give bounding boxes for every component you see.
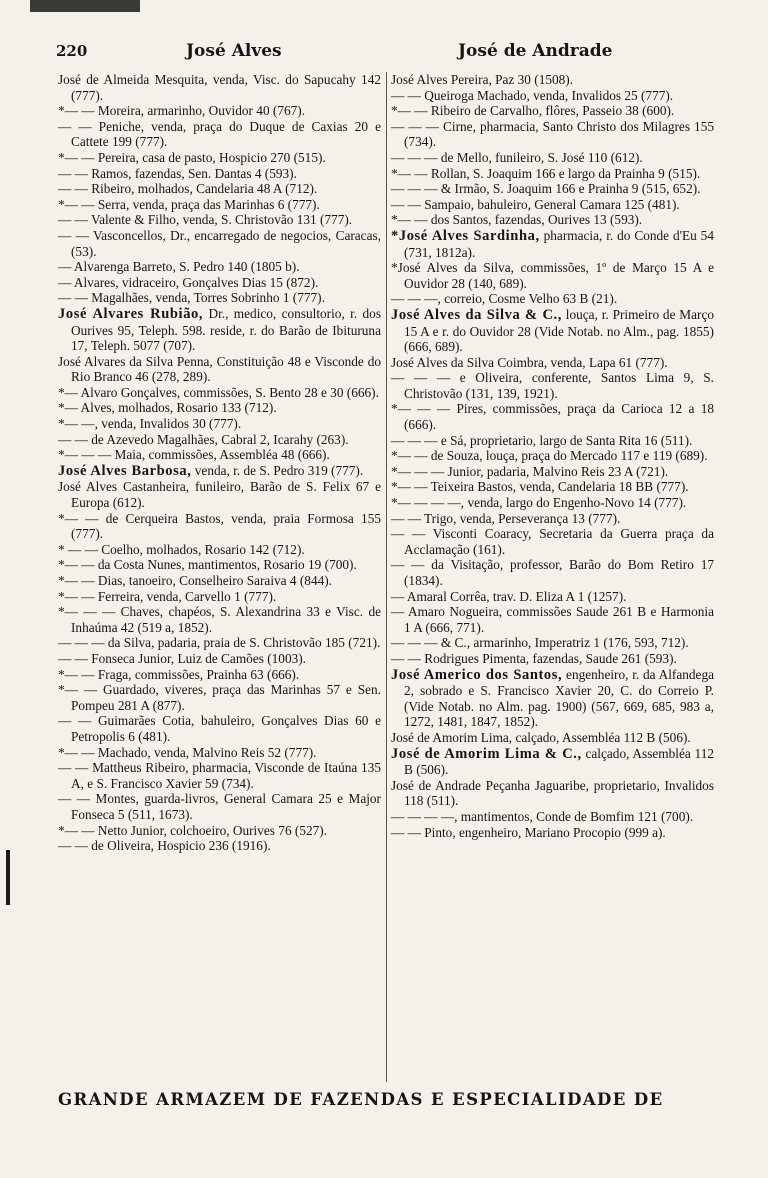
directory-entry: [58, 354, 381, 385]
page-header: [0, 40, 768, 64]
entry-name: José Alves da Silva & C.,: [391, 306, 562, 323]
directory-entry: [58, 682, 381, 713]
directory-entry: [391, 825, 714, 841]
entry-text: — — — & C., armarinho, Imperatriz 1 (176, 593, 712).: [391, 635, 689, 651]
entry-text: José Alves Pereira, Paz 30 (1508).: [391, 72, 574, 87]
directory-entry: [391, 260, 714, 291]
directory-entry: [391, 557, 714, 588]
entry-text: *José Alves da Silva, commissões, 1º de Março 15 A e Ouvidor 28 (140, 689).: [391, 260, 714, 291]
directory-entry: [391, 495, 714, 511]
entry-text: *— — Serra, venda, praça das Marinhas 6 (777).: [58, 196, 320, 212]
entry-text: *— — Rollan, S. Joaquim 166 e largo da Prainha 9 (515).: [391, 165, 701, 181]
entry-text: — — de Oliveira, Hospicio 236 (1916).: [58, 838, 271, 854]
entry-text: — — — e Oliveira, conferente, Santos Lima 9, S. Christovão (131, 139, 1921).: [391, 370, 714, 401]
directory-entry: [391, 150, 714, 166]
directory-entry: [58, 463, 381, 480]
entry-text: — Amaro Nogueira, commissões Saude 261 B e Harmonia 1 A (666, 771).: [391, 604, 714, 635]
right-running-head: José de Andrade: [458, 41, 613, 61]
entry-text: — — Guimarães Cotia, bahuleiro, Gonçalves Dias 60 e Petropolis 6 (481).: [58, 713, 381, 744]
directory-entry: [58, 791, 381, 822]
scan-artifact-top-left: [30, 0, 140, 12]
directory-entry: [391, 88, 714, 104]
directory-entry: [391, 433, 714, 449]
entry-text: — — Valente & Filho, venda, S. Christovão 131 (777).: [58, 212, 353, 228]
directory-entry: [58, 119, 381, 150]
directory-entry: [391, 197, 714, 213]
entry-text: *— — dos Santos, fazendas, Ourives 13 (593).: [391, 212, 643, 228]
entry-text: *— Alves, molhados, Rosario 133 (712).: [58, 400, 277, 416]
entry-text: *— — Dias, tanoeiro, Conselheiro Saraiva 4 (844).: [58, 573, 333, 588]
directory-entry: [58, 150, 381, 166]
entry-text: José Alves Castanheira, funileiro, Barão de S. Felix 67 e Europa (612).: [58, 479, 381, 511]
entry-text: — — Pinto, engenheiro, Mariano Procopio (999 a).: [391, 824, 666, 840]
directory-entry: [391, 464, 714, 480]
directory-entry: [391, 119, 714, 150]
entry-text: *— — Teixeira Bastos, venda, Candelaria 18 BB (777).: [391, 479, 689, 495]
entry-text: *— — Netto Junior, colchoeiro, Ourives 76 (527).: [58, 822, 328, 838]
entry-text: *— — — Chaves, chapéos, S. Alexandrina 33 e Visc. de Inhaúma 42 (519 a, 1852).: [58, 604, 381, 635]
directory-entry: [391, 166, 714, 182]
directory-entry: [391, 103, 714, 119]
directory-entry: [58, 713, 381, 744]
directory-entry: [58, 479, 381, 510]
directory-entry: [391, 746, 714, 778]
directory-entry: [58, 290, 381, 306]
entry-text: — — Visconti Coaracy, Secretaria da Guerra praça da Acclamação (161).: [391, 526, 714, 557]
directory-entry: [58, 823, 381, 839]
entry-name: José de Amorim Lima & C.,: [391, 745, 582, 762]
entry-text: — — Queiroga Machado, venda, Invalidos 25 (777).: [391, 87, 674, 103]
entry-text: — — —, correio, Cosme Velho 63 B (21).: [391, 291, 618, 307]
entry-text: *— — Pereira, casa de pasto, Hospicio 270 (515).: [58, 149, 326, 165]
entry-text: José Alves da Silva Coimbra, venda, Lapa 61 (777).: [391, 354, 668, 370]
directory-entry: [58, 542, 381, 558]
directory-entry: [391, 778, 714, 809]
directory-entry: [58, 447, 381, 463]
entry-text: — — de Azevedo Magalhães, Cabral 2, Icarahy (263).: [58, 431, 349, 447]
entry-text: — — — de Mello, funileiro, S. José 110 (612).: [391, 149, 643, 165]
entry-text: — — Rodrigues Pimenta, fazendas, Saude 261 (593).: [391, 650, 677, 666]
entry-text: — Alvares, vidraceiro, Gonçalves Dias 15 (872).: [58, 274, 319, 290]
entry-text: venda, r. de S. Pedro 319 (777).: [191, 462, 364, 478]
entry-text: — — Vasconcellos, Dr., encarregado de negocios, Caracas, (53).: [58, 227, 381, 259]
entry-text: *— — da Costa Nunes, mantimentos, Rosario 19 (700).: [58, 557, 357, 573]
entry-name: José Alves Barbosa,: [58, 462, 192, 479]
directory-entry: [391, 635, 714, 651]
entry-text: — — Ribeiro, molhados, Candelaria 48 A (712).: [58, 181, 318, 197]
directory-entry: [58, 306, 381, 354]
entry-text: — — — Cirne, pharmacia, Santo Christo dos Milagres 155 (734).: [391, 118, 714, 150]
entry-text: — Alvarenga Barreto, S. Pedro 140 (1805 b).: [58, 259, 300, 275]
entry-text: *— — — —, venda, largo do Engenho-Novo 14 (777).: [391, 495, 687, 511]
entry-name: *José Alves Sardinha,: [391, 227, 540, 244]
directory-entry: [58, 275, 381, 291]
directory-entry: [58, 557, 381, 573]
page-number: 220: [56, 42, 88, 60]
directory-entry: [58, 838, 381, 854]
entry-text: * — — Coelho, molhados, Rosario 142 (712).: [58, 541, 305, 557]
entry-text: *— — Moreira, armarinho, Ouvidor 40 (767).: [58, 103, 306, 119]
entry-text: José de Andrade Peçanha Jaguaribe, proprietario, Invalidos 118 (511).: [391, 777, 714, 809]
entry-text: — — — e Sá, proprietario, largo de Santa Rita 16 (511).: [391, 432, 693, 448]
directory-entry: [58, 760, 381, 791]
entry-text: *— — — Maia, commissões, Assembléa 48 (666).: [58, 447, 330, 463]
right-column: [391, 72, 714, 840]
entry-text: *— — de Souza, louça, praça do Mercado 117 e 119 (689).: [391, 448, 708, 464]
directory-entry: [58, 651, 381, 667]
entry-text: — — — da Silva, padaria, praia de S. Christovão 185 (721).: [58, 635, 381, 651]
entry-text: *— — — Pires, commissões, praça da Carioca 12 a 18 (666).: [391, 401, 714, 433]
directory-entry: [391, 479, 714, 495]
entry-text: pharmacia, r. do Conde d'Eu 54 (731, 1812a).: [404, 227, 714, 260]
entry-text: — — Sampaio, bahuleiro, General Camara 125 (481).: [391, 196, 680, 212]
entry-text: — — — —, mantimentos, Conde de Bomfim 121 (700).: [391, 808, 694, 824]
advertisement-footer: GRANDE ARMAZEM DE FAZENDAS E ESPECIALIDADE DE: [58, 1090, 664, 1109]
left-column: [58, 72, 381, 854]
directory-entry: [58, 667, 381, 683]
entry-text: engenheiro, r. da Alfandega 2, sobrado e S. Francisco Xavier 20, C. do Correio P. (Vide Notab. no Alm. pag. 1900) (567, 669, 685, 983 a, 1272, 1481, 1847, 1852).: [404, 666, 715, 730]
directory-entry: [391, 651, 714, 667]
entry-text: — — Fonseca Junior, Luiz de Camões (1003).: [58, 650, 306, 666]
directory-entry: [391, 809, 714, 825]
directory-entry: [58, 72, 381, 103]
directory-entry: [391, 730, 714, 746]
directory-entry: [58, 635, 381, 651]
directory-entry: [391, 526, 714, 557]
directory-entry: [391, 307, 714, 355]
directory-entry: [391, 370, 714, 401]
directory-entry: [58, 212, 381, 228]
directory-entry: [58, 604, 381, 635]
entry-text: *— — Machado, venda, Malvino Reis 52 (777).: [58, 744, 317, 760]
directory-entry: [58, 228, 381, 259]
entry-text: — — Ramos, fazendas, Sen. Dantas 4 (593).: [58, 165, 297, 181]
entry-text: *— —, venda, Invalidos 30 (777).: [58, 416, 242, 432]
directory-entry: [391, 181, 714, 197]
entry-name: José Americo dos Santos,: [391, 666, 563, 683]
entry-text: *— — Guardado, viveres, praça das Marinhas 57 e Sen. Pompeu 281 A (877).: [58, 682, 381, 713]
entry-text: — Amaral Corrêa, trav. D. Eliza A 1 (1257).: [391, 588, 627, 604]
directory-entry: [58, 103, 381, 119]
entry-text: — — Magalhães, venda, Torres Sobrinho 1 (777).: [58, 290, 325, 306]
directory-entry: [58, 181, 381, 197]
directory-entry: [391, 291, 714, 307]
directory-entry: [58, 432, 381, 448]
directory-entry: [391, 72, 714, 88]
entry-text: — — Trigo, venda, Perseverança 13 (777).: [391, 510, 621, 526]
directory-entry: [58, 589, 381, 605]
entry-text: José de Almeida Mesquita, venda, Visc. do Sapucahy 142 (777).: [58, 72, 381, 103]
directory-entry: [58, 745, 381, 761]
directory-entry: [58, 166, 381, 182]
entry-text: calçado, Assembléa 112 B (506).: [404, 745, 714, 778]
left-running-head: José Alves: [186, 41, 282, 61]
directory-entry: [391, 511, 714, 527]
directory-entry: [391, 589, 714, 605]
entry-text: *— — Ferreira, venda, Carvello 1 (777).: [58, 588, 277, 604]
directory-entry: [391, 212, 714, 228]
entry-text: *— — Fraga, commissões, Prainha 63 (666).: [58, 666, 300, 682]
directory-entry: [391, 355, 714, 371]
directory-entry: [391, 228, 714, 260]
directory-entry: [391, 667, 714, 730]
entry-text: *— — — Junior, padaria, Malvino Reis 23 A (721).: [391, 463, 669, 479]
column-divider: [386, 72, 387, 1082]
directory-entry: [58, 259, 381, 275]
directory-entry: [58, 511, 381, 542]
entry-text: Dr., medico, consultorio, r. dos Ourives 95, Teleph. 598. reside, r. do Barão de Ibituruna 17, Teleph. 5077 (707).: [71, 305, 381, 354]
directory-entry: [391, 401, 714, 432]
directory-entry: [391, 604, 714, 635]
directory-entry: [391, 448, 714, 464]
entry-text: — — Mattheus Ribeiro, pharmacia, Visconde de Itaúna 135 A, e S. Francisco Xavier 59 (734).: [58, 760, 381, 791]
entry-text: José Alvares da Silva Penna, Constituição 48 e Visconde do Rio Branco 46 (278, 289).: [58, 353, 381, 385]
directory-entry: [58, 416, 381, 432]
entry-text: José de Amorim Lima, calçado, Assembléa 112 B (506).: [391, 729, 691, 745]
directory-entry: [58, 197, 381, 213]
entry-text: — — da Visitação, professor, Barão do Bom Retiro 17 (1834).: [391, 557, 714, 588]
directory-entry: [58, 573, 381, 589]
entry-text: — — — & Irmão, S. Joaquim 166 e Prainha 9 (515, 652).: [391, 181, 701, 197]
entry-text: louça, r. Primeiro de Março 15 A e r. do Ouvidor 28 (Vide Notab. no Alm., pag. 1855) (666, 689).: [404, 306, 715, 355]
directory-entry: [58, 400, 381, 416]
entry-text: *— — Ribeiro de Carvalho, flôres, Passeio 38 (600).: [391, 103, 675, 119]
entry-name: José Alvares Rubião,: [58, 305, 204, 322]
entry-text: *— — de Cerqueira Bastos, venda, praia Formosa 155 (777).: [58, 510, 381, 542]
directory-entry: [58, 385, 381, 401]
entry-text: *— Alvaro Gonçalves, commissões, S. Bento 28 e 30 (666).: [58, 384, 379, 400]
entry-text: — — Montes, guarda-livros, General Camara 25 e Major Fonseca 5 (511, 1673).: [58, 791, 381, 822]
entry-text: — — Peniche, venda, praça do Duque de Caxias 20 e Cattete 199 (777).: [58, 118, 381, 150]
scan-artifact-left-edge: [6, 850, 10, 905]
